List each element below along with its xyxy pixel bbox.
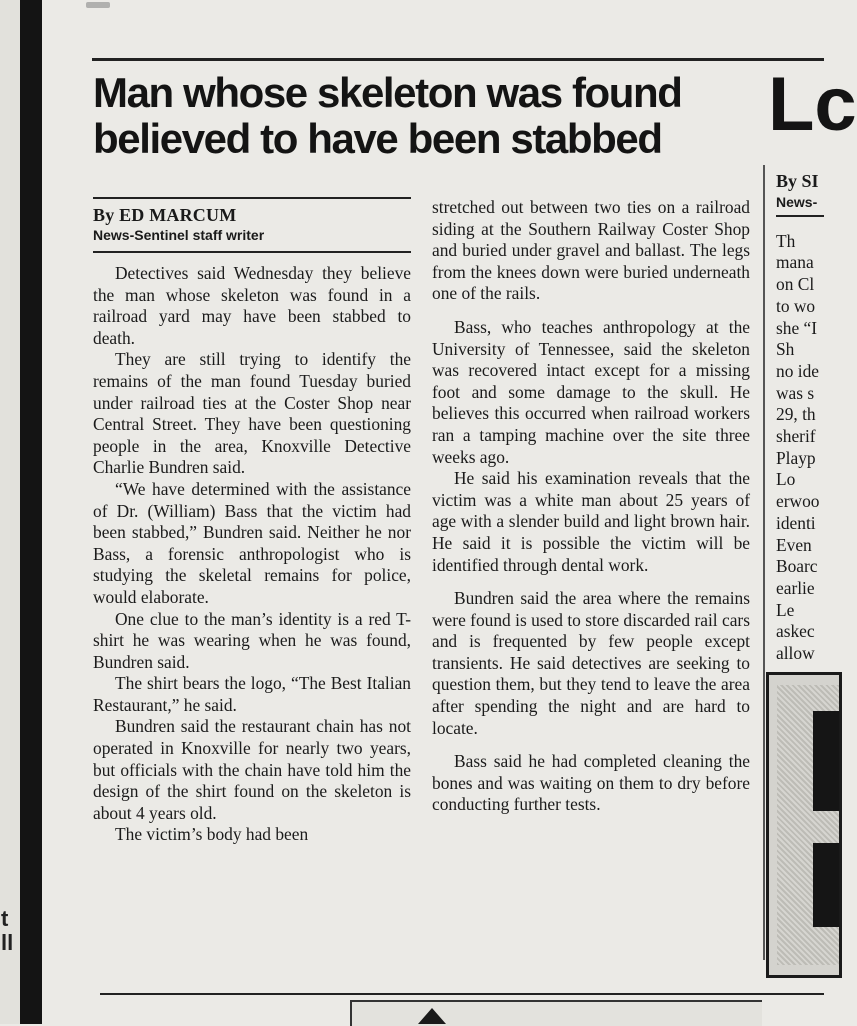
- headline-line-1: Man whose skeleton was found: [93, 69, 682, 116]
- adjacent-headline-fragment: Lc: [768, 62, 857, 147]
- adjacent-article-line: Le: [776, 599, 795, 620]
- adjacent-article-line: on Cl: [776, 274, 815, 295]
- byline-role: News-Sentinel staff writer: [93, 227, 265, 243]
- adjacent-article-line: Th: [776, 230, 796, 251]
- paragraph: Bass said he had completed cleaning the bones and was waiting on them to dry before conducting further tests.: [432, 751, 750, 815]
- top-rule: [92, 58, 824, 61]
- advertisement-glyph: [813, 843, 839, 927]
- paragraph: Bundren said the restaurant chain has not operated in Knoxville for nearly two years, but officials with the chain have told him the design of the shirt found on the skeleton is about 4 years old.: [93, 716, 411, 823]
- article-column-1: [93, 263, 411, 846]
- paragraph: “We have determined with the assistance of Dr. (William) Bass that the victim had been stabbed,” Bundren said. Neither he nor Bass, a forensic anthropologist who is studying the skeletal remains for police, would elaborate.: [93, 478, 411, 607]
- adjacent-byline: By SI: [776, 171, 819, 191]
- adjacent-article-lines: [776, 231, 824, 665]
- adjacent-article-line: Even: [776, 534, 812, 555]
- headline-line-2: believed to have been stabbed: [93, 115, 662, 162]
- paragraph: The victim’s body had been: [115, 824, 309, 845]
- adjacent-byline-role: News-: [776, 193, 818, 210]
- bottom-rule: [100, 993, 824, 995]
- adjacent-article-line: she “I: [776, 317, 818, 338]
- adjacent-article-line: mana: [776, 252, 814, 273]
- left-edge-text-fragment: t: [1, 906, 9, 931]
- adjacent-article-line: 29, th: [776, 404, 816, 425]
- adjacent-article-line: earlie: [776, 577, 815, 598]
- advertisement-glyph: [813, 711, 839, 811]
- adjacent-article-line: Sh: [776, 339, 795, 360]
- adjacent-article-line: allow: [776, 643, 815, 664]
- adjacent-article-line: was s: [776, 382, 815, 403]
- byline-author: By ED MARCUM: [93, 205, 237, 225]
- adjacent-article-line: identi: [776, 512, 816, 533]
- byline-rule-bottom: [93, 251, 411, 253]
- article-column-2: [432, 197, 750, 816]
- column-divider: [763, 165, 765, 960]
- paragraph: They are still trying to identify the remains of the man found Tuesday buried under railroad ties at the Coster Shop near Central Street. They have been questioning people in the area, Knoxville Detective Charlie Bundren said.: [93, 349, 411, 478]
- adjacent-article-line: no ide: [776, 360, 819, 381]
- byline: [93, 204, 413, 244]
- advertisement-box: [766, 672, 842, 978]
- adjacent-article-line: Lo: [776, 469, 796, 490]
- paragraph: The shirt bears the logo, “The Best Italian Restaurant,” he said.: [93, 673, 411, 715]
- adjacent-byline-rule: [776, 215, 824, 217]
- adjacent-article-line: Playp: [776, 447, 816, 468]
- adjacent-article-line: erwoo: [776, 491, 820, 512]
- page-gutter: [20, 0, 42, 1024]
- paragraph: Bundren said the area where the remains were found is used to store discarded rail cars and is frequented by few people except transients. He said detectives are seeking to question them, but they tend to leave the area after spending the night and are hard to locate.: [432, 588, 750, 738]
- article-headline: [93, 70, 763, 162]
- next-article-box: [350, 1000, 762, 1026]
- paragraph: One clue to the man’s identity is a red T-shirt he was wearing when he was found, Bundren said.: [93, 608, 411, 672]
- adjacent-article-line: to wo: [776, 295, 816, 316]
- paragraph: He said his examination reveals that the victim was a white man about 25 years of age with a slender build and light brown hair. He said it is possible the victim will be identified through dental work.: [432, 468, 750, 575]
- adjacent-article-column: [776, 171, 824, 665]
- adjacent-article-line: Boarc: [776, 556, 818, 577]
- byline-rule-top: [93, 197, 411, 199]
- paragraph: Detectives said Wednesday they believe the man whose skeleton was found in a railroad yard may have been stabbed to death.: [93, 263, 411, 348]
- next-article-graphic: [418, 1008, 446, 1024]
- adjacent-article-line: askec: [776, 621, 815, 642]
- left-edge-text-fragment: ll: [1, 930, 14, 955]
- scan-mark: [86, 2, 110, 8]
- adjacent-article-line: sherif: [776, 426, 816, 447]
- paragraph: Bass, who teaches anthropology at the University of Tennessee, said the skeleton was recovered intact except for a missing foot and some damage to the skull. He believes this occurred when railroad workers ran a tamping machine over the site three weeks ago.: [432, 316, 750, 467]
- paragraph: stretched out between two ties on a railroad siding at the Southern Railway Coster Shop and buried under gravel and ballast. The legs from the knees down were buried underneath one of the rails.: [432, 197, 750, 304]
- left-margin-strip: [0, 0, 20, 1024]
